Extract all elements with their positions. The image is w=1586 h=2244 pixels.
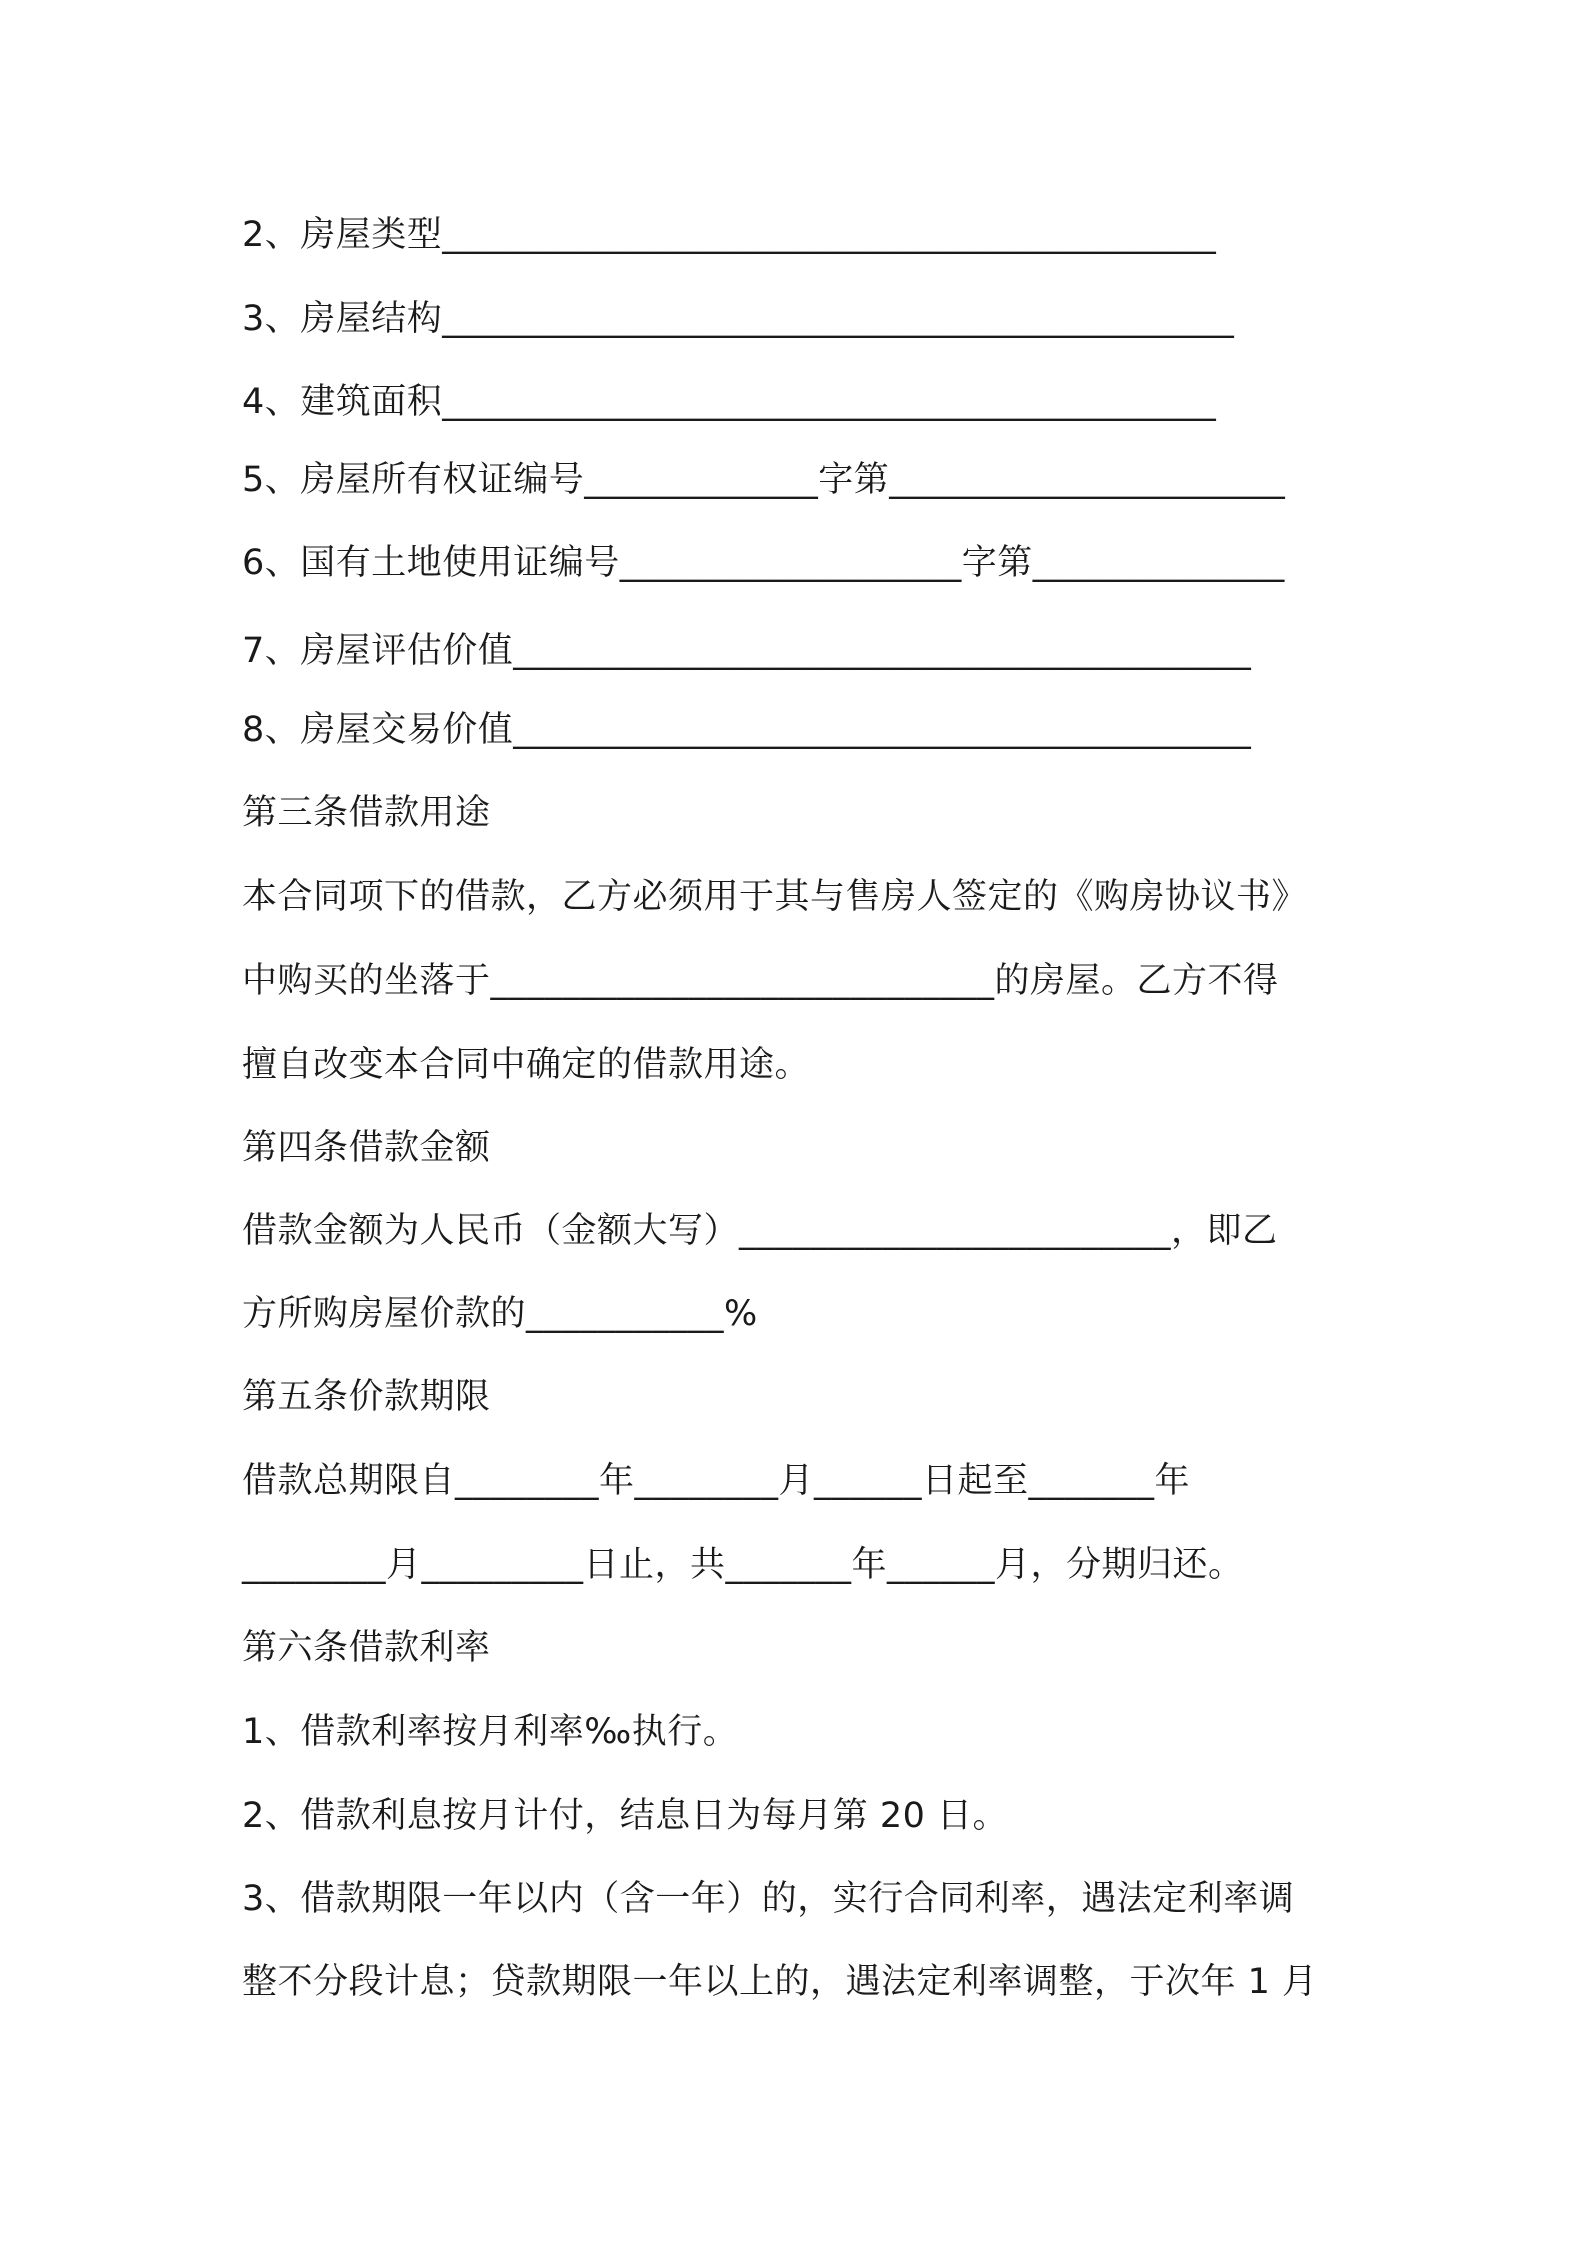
article-5-paragraph-line-1: 借款总期限自________年________月______日起至_______年 xyxy=(242,1461,1191,1501)
article-6-item-3-line-1: 3、借款期限一年以内（含一年）的，实行合同利率，遇法定利率调 xyxy=(242,1879,1295,1919)
article-6-item-1: 1、借款利率按月利率‰执行。 xyxy=(242,1712,739,1752)
building-area-field: 4、建筑面积___________________________________________ xyxy=(242,382,1217,422)
article-6-item-3-line-2: 整不分段计息；贷款期限一年以上的，遇法定利率调整，于次年 1 月 xyxy=(242,1962,1318,2002)
ownership-certificate-field: 5、房屋所有权证编号_____________字第______________________ xyxy=(242,460,1286,500)
article-5-paragraph-line-2: ________月_________日止，共_______年______月，分期归还。 xyxy=(242,1545,1244,1585)
article-4-paragraph-line-1: 借款金额为人民币（金额大写）________________________，即乙 xyxy=(242,1211,1278,1251)
house-structure-field: 3、房屋结构____________________________________________ xyxy=(242,299,1235,339)
article-6-heading: 第六条借款利率 xyxy=(242,1628,491,1668)
house-type-field: 2、房屋类型___________________________________________ xyxy=(242,215,1217,255)
article-3-paragraph-line-1: 本合同项下的借款，乙方必须用于其与售房人签定的《购房协议书》 xyxy=(242,877,1308,917)
land-certificate-field: 6、国有土地使用证编号___________________字第______________ xyxy=(242,543,1285,583)
article-4-paragraph-line-2: 方所购房屋价款的___________% xyxy=(242,1294,758,1334)
article-3-paragraph-line-3: 擅自改变本合同中确定的借款用途。 xyxy=(242,1045,811,1085)
article-3-paragraph-line-2: 中购买的坐落于____________________________的房屋。乙方不得 xyxy=(242,961,1279,1001)
assessed-value-field: 7、房屋评估价值_________________________________________ xyxy=(242,631,1252,671)
article-4-heading: 第四条借款金额 xyxy=(242,1128,491,1168)
article-6-item-2: 2、借款利息按月计付，结息日为每月第 20 日。 xyxy=(242,1796,1009,1836)
transaction-value-field: 8、房屋交易价值_________________________________________ xyxy=(242,710,1252,750)
article-3-heading: 第三条借款用途 xyxy=(242,793,491,833)
article-5-heading: 第五条价款期限 xyxy=(242,1377,491,1417)
